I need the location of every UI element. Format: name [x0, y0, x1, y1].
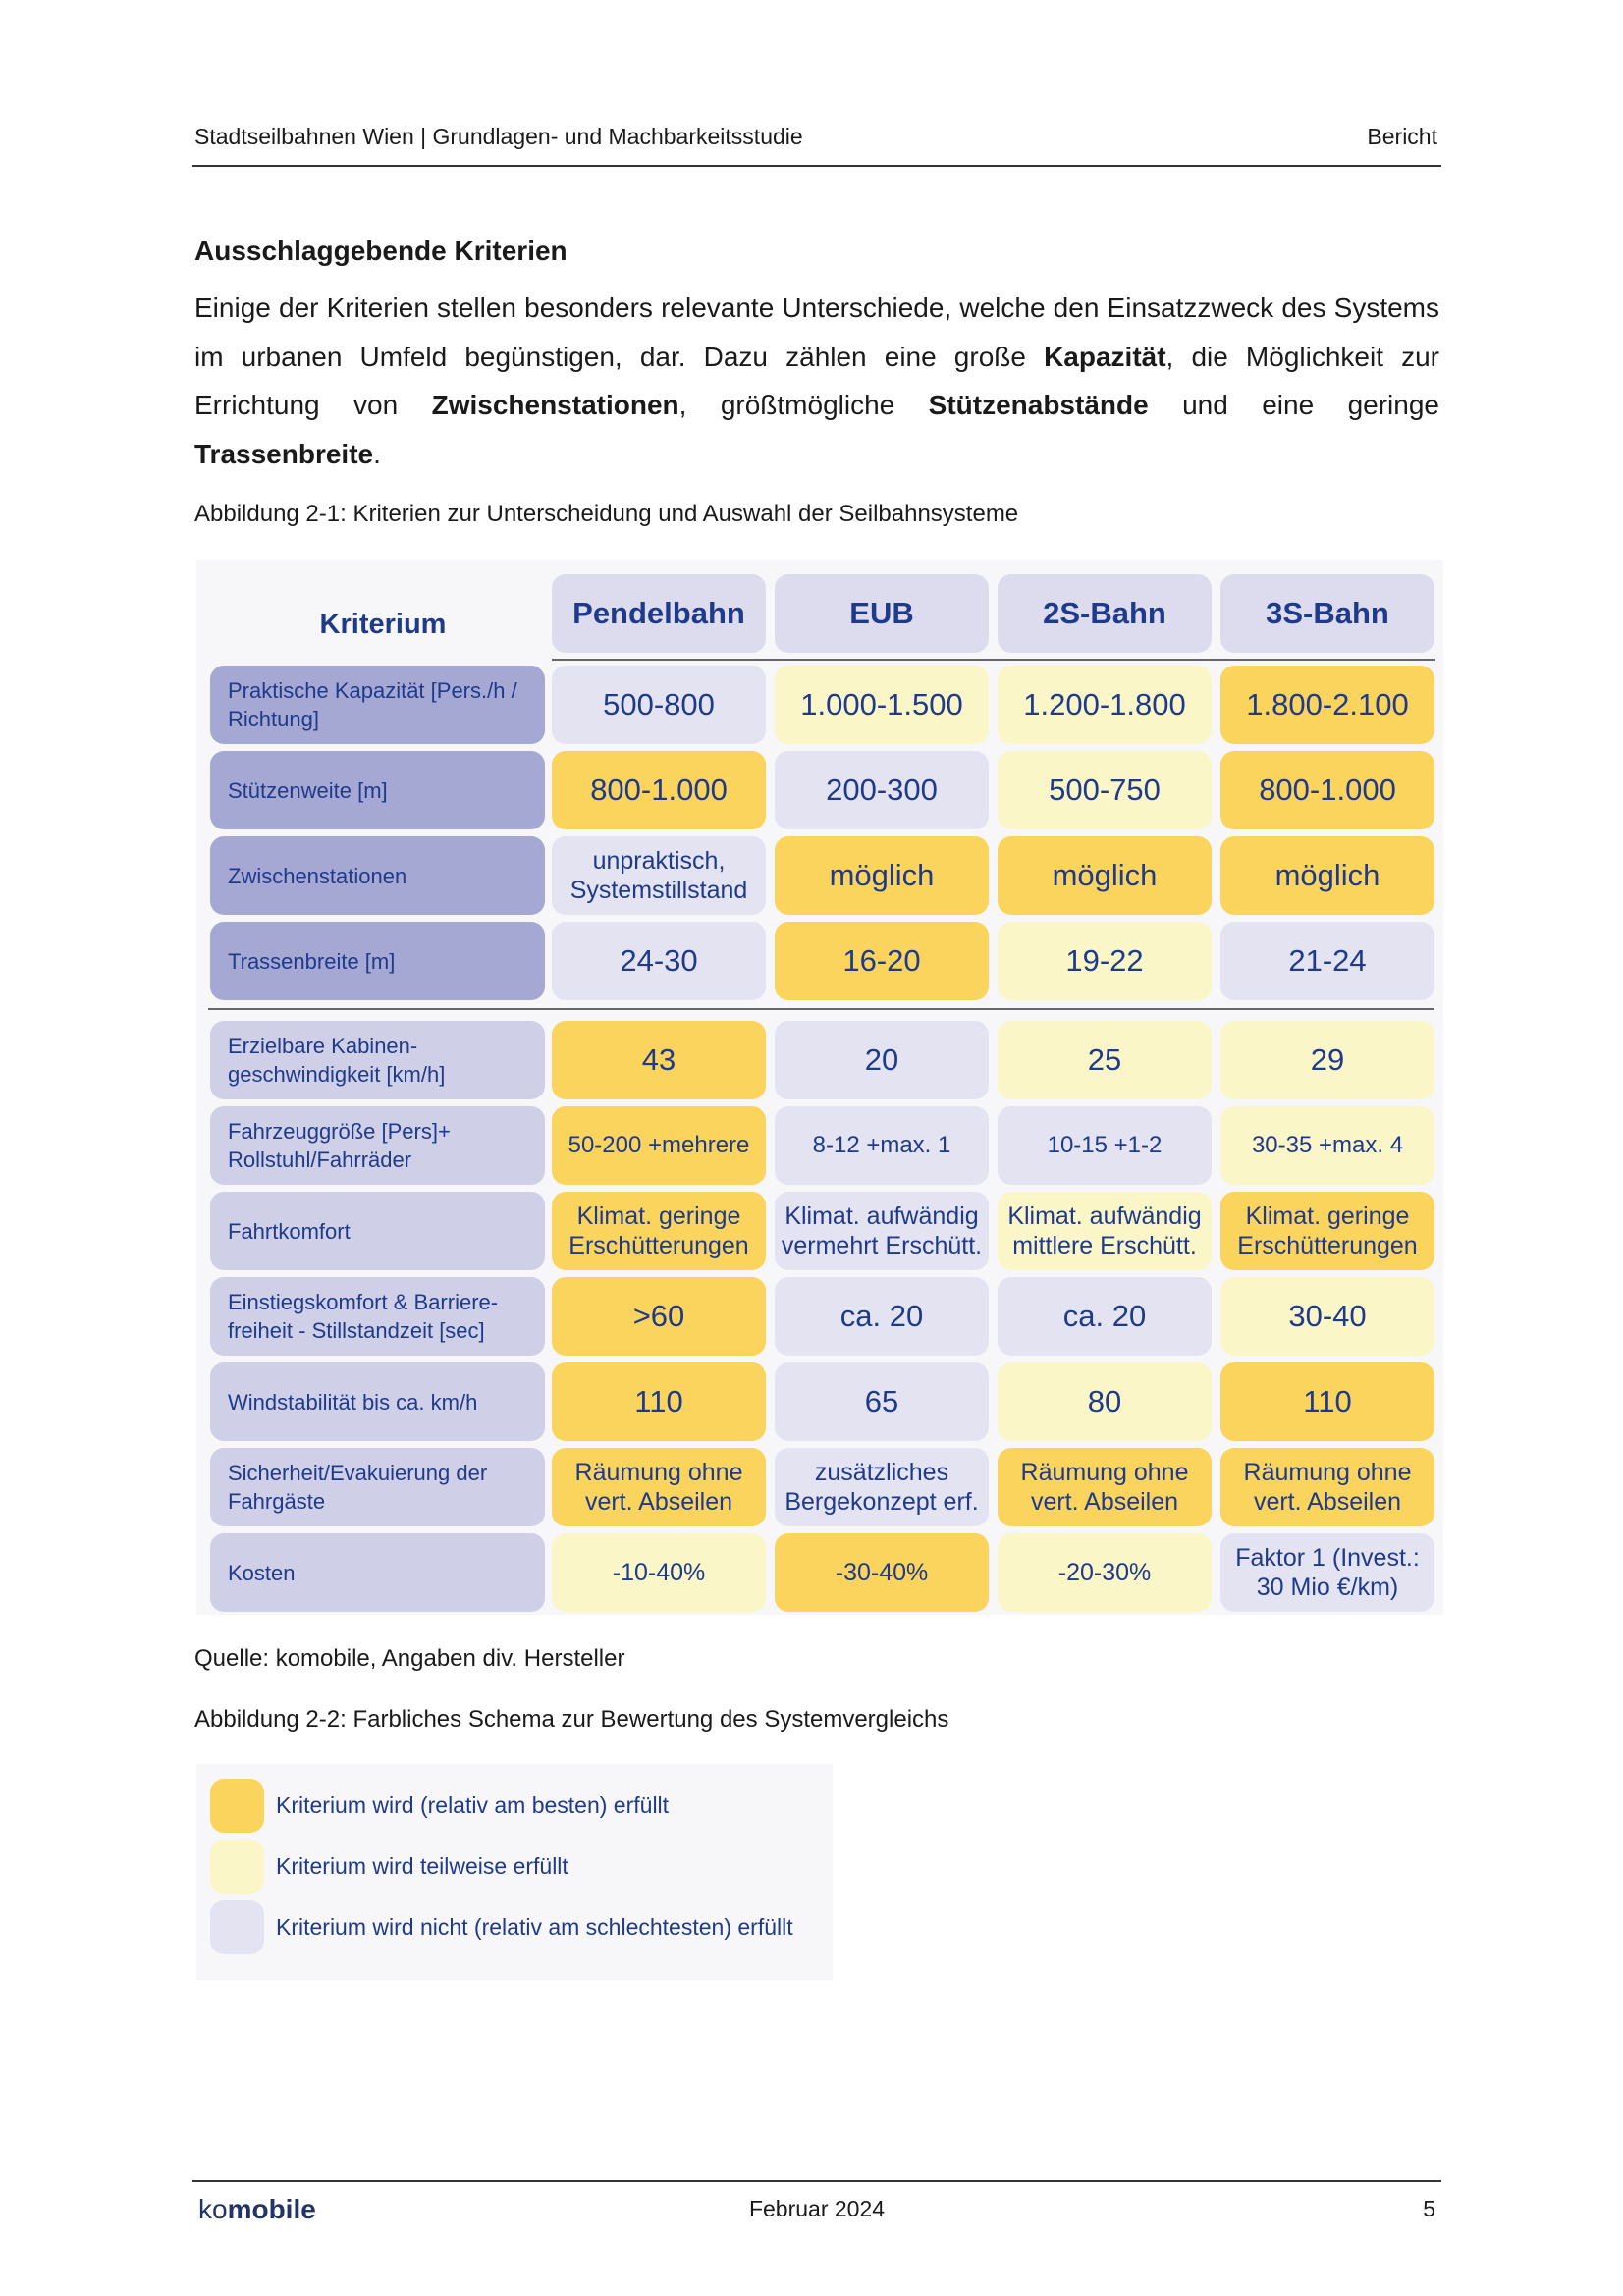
- criteria-table-figure: [196, 560, 1443, 1615]
- header-report-label: Bericht: [1367, 124, 1437, 149]
- header-title: Stadtseilbahnen Wien | Grundlagen- und Machbarkeitsstudie: [194, 124, 803, 149]
- page-header: [192, 124, 1441, 167]
- legend-text: Kriterium wird nicht (relativ am schlechtesten) erfüllt: [276, 1913, 793, 1940]
- table-cell: möglich: [1220, 836, 1434, 915]
- row-label: Zwischenstationen: [210, 836, 545, 915]
- table-cell: >60: [552, 1277, 766, 1356]
- row-label: Fahrtkomfort: [210, 1192, 545, 1270]
- logo-part-bold: mobile: [227, 2194, 316, 2224]
- header-divider: [552, 659, 1435, 661]
- table-cell: 20: [775, 1021, 989, 1099]
- table-cell: 1.000-1.500: [775, 666, 989, 744]
- table-cell: 16-20: [775, 922, 989, 1000]
- legend-swatch: [210, 1779, 264, 1833]
- table-cell: -10-40%: [552, 1533, 766, 1612]
- column-header-0: Pendelbahn: [552, 574, 766, 653]
- column-header-3: 3S-Bahn: [1220, 574, 1434, 653]
- table-cell: Räumung ohne vert. Abseilen: [552, 1448, 766, 1526]
- footer-date: Februar 2024: [748, 2196, 886, 2221]
- table-cell: 500-800: [552, 666, 766, 744]
- intro-text: und eine geringe: [1148, 390, 1439, 420]
- row-label: Windstabilität bis ca. km/h: [210, 1362, 545, 1441]
- color-legend: [196, 1764, 833, 1980]
- legend-swatch: [210, 1840, 264, 1894]
- table-cell: ca. 20: [998, 1277, 1212, 1356]
- table-cell: 29: [1220, 1021, 1434, 1099]
- group-divider: [208, 1008, 1434, 1010]
- column-header-1: EUB: [775, 574, 989, 653]
- table-cell: 10-15 +1-2: [998, 1106, 1212, 1185]
- legend-text: Kriterium wird teilweise erfüllt: [276, 1852, 568, 1879]
- intro-text: .: [373, 438, 381, 469]
- table-cell: 19-22: [998, 922, 1212, 1000]
- table-cell: Klimat. geringe Erschütterungen: [1220, 1192, 1434, 1270]
- table-cell: -20-30%: [998, 1533, 1212, 1612]
- page-footer: [192, 2180, 1441, 2241]
- table-cell: 30-35 +max. 4: [1220, 1106, 1434, 1185]
- row-label: Stützenweite [m]: [210, 751, 545, 829]
- table-cell: Klimat. aufwändig mittlere Erschütt.: [998, 1192, 1212, 1270]
- table-cell: 30-40: [1220, 1277, 1434, 1356]
- table-cell: 65: [775, 1362, 989, 1441]
- row-label: Fahrzeuggröße [Pers]+ Rollstuhl/Fahrräder: [210, 1106, 545, 1185]
- table-cell: 110: [1220, 1362, 1434, 1441]
- table-cell: 110: [552, 1362, 766, 1441]
- row-label: Einstiegskomfort & Barriere-freiheit - Stillstandzeit [sec]: [210, 1277, 545, 1356]
- logo-part: ko: [198, 2194, 228, 2224]
- source-note: Quelle: komobile, Angaben div. Hersteller: [194, 1645, 625, 1672]
- legend-item: [210, 1839, 568, 1894]
- table-cell: 25: [998, 1021, 1212, 1099]
- intro-text: Einige der Kriterien stellen besonders relevante Unterschiede, welche den Einsatzzweck des Systems im urbanen Umfeld begünstigen, dar. Dazu zählen eine große: [194, 293, 1439, 372]
- column-header-2: 2S-Bahn: [998, 574, 1212, 653]
- table-cell: 80: [998, 1362, 1212, 1441]
- table-cell: Klimat. aufwändig vermehrt Erschütt.: [775, 1192, 989, 1270]
- table-cell: 43: [552, 1021, 766, 1099]
- intro-text: , größtmögliche: [678, 390, 929, 420]
- table-cell: Klimat. geringe Erschütterungen: [552, 1192, 766, 1270]
- table-cell: möglich: [998, 836, 1212, 915]
- table-cell: 21-24: [1220, 922, 1434, 1000]
- table-cell: 24-30: [552, 922, 766, 1000]
- legend-item: [210, 1778, 669, 1833]
- table-cell: 500-750: [998, 751, 1212, 829]
- legend-swatch: [210, 1900, 264, 1954]
- page-number: 5: [1423, 2196, 1435, 2221]
- row-label: Kosten: [210, 1533, 545, 1612]
- criterion-header: Kriterium: [319, 609, 447, 640]
- figure-1-caption: Abbildung 2-1: Kriterien zur Unterscheidung und Auswahl der Seilbahnsysteme: [194, 501, 1019, 527]
- table-cell: zusätzliches Bergekonzept erf.: [775, 1448, 989, 1526]
- table-cell: -30-40%: [775, 1533, 989, 1612]
- table-cell: 800-1.000: [552, 751, 766, 829]
- table-cell: 200-300: [775, 751, 989, 829]
- intro-paragraph: [194, 284, 1439, 478]
- table-cell: Faktor 1 (Invest.: 30 Mio €/km): [1220, 1533, 1434, 1612]
- table-cell: unpraktisch, Systemstillstand: [552, 836, 766, 915]
- table-cell: ca. 20: [775, 1277, 989, 1356]
- intro-bold: Trassenbreite: [194, 438, 374, 469]
- intro-bold: Zwischenstationen: [431, 390, 679, 420]
- table-cell: Räumung ohne vert. Abseilen: [1220, 1448, 1434, 1526]
- table-cell: 1.200-1.800: [998, 666, 1212, 744]
- row-label: Trassenbreite [m]: [210, 922, 545, 1000]
- legend-item: [210, 1899, 793, 1954]
- row-label: Sicherheit/Evakuierung der Fahrgäste: [210, 1448, 545, 1526]
- row-label: Erzielbare Kabinen-geschwindigkeit [km/h]: [210, 1021, 545, 1099]
- row-label: Praktische Kapazität [Pers./h / Richtung]: [210, 666, 545, 744]
- table-cell: 800-1.000: [1220, 751, 1434, 829]
- intro-bold: Kapazität: [1044, 341, 1166, 372]
- table-cell: möglich: [775, 836, 989, 915]
- table-cell: Räumung ohne vert. Abseilen: [998, 1448, 1212, 1526]
- table-cell: 8-12 +max. 1: [775, 1106, 989, 1185]
- intro-text: , die Möglichkeit zur Errichtung von: [194, 341, 1439, 420]
- legend-text: Kriterium wird (relativ am besten) erfüllt: [276, 1791, 670, 1818]
- intro-bold: Stützenabstände: [928, 390, 1149, 420]
- table-cell: 1.800-2.100: [1220, 666, 1434, 744]
- table-cell: 50-200 +mehrere: [552, 1106, 766, 1185]
- figure-2-caption: Abbildung 2-2: Farbliches Schema zur Bewertung des Systemvergleichs: [194, 1706, 949, 1733]
- section-title: Ausschlaggebende Kriterien: [194, 236, 568, 266]
